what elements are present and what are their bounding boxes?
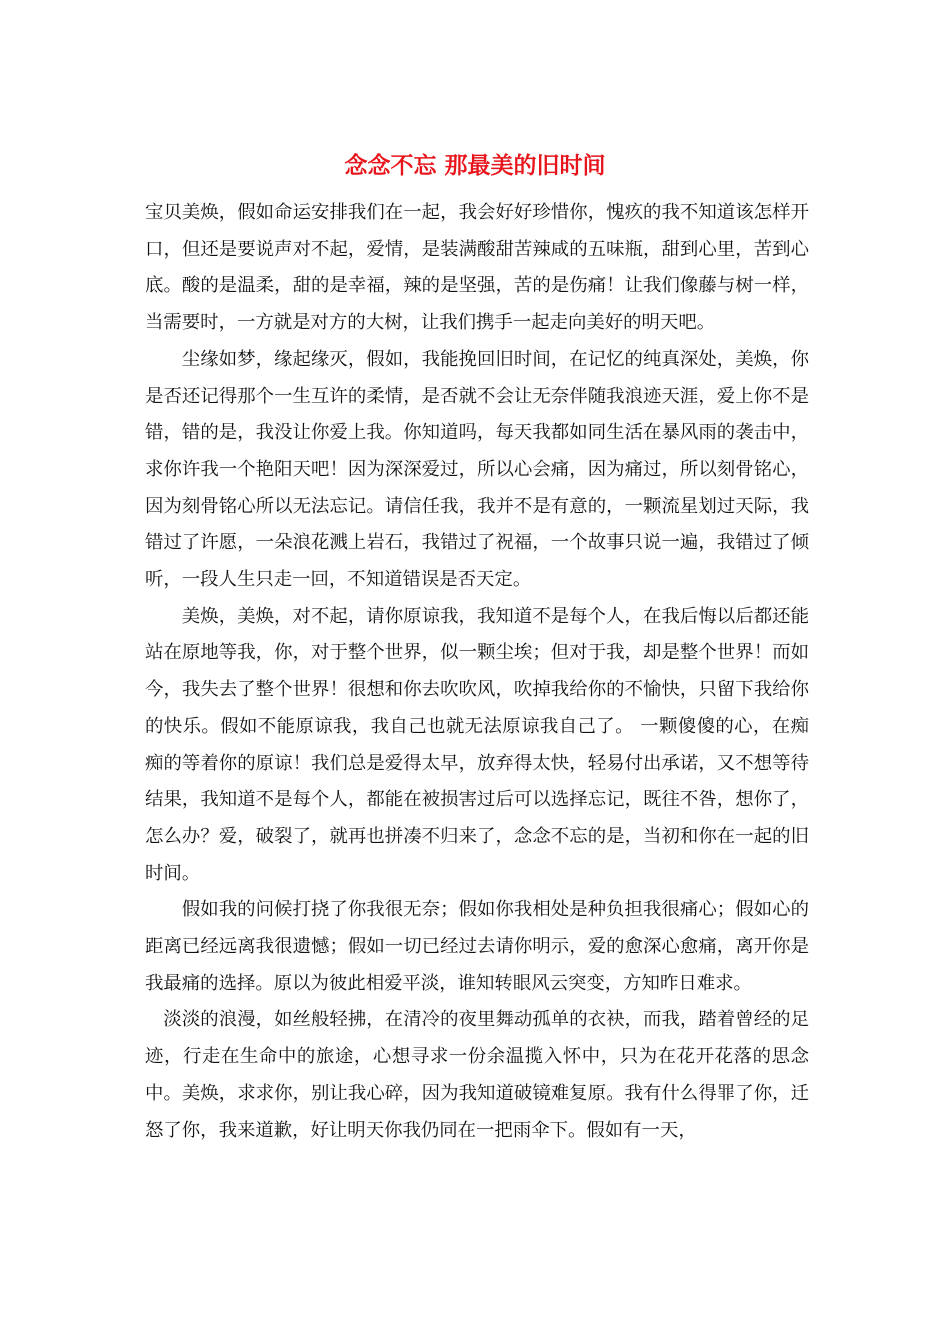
- paragraph-1: 宝贝美焕，假如命运安排我们在一起，我会好好珍惜你，愧疚的我不知道该怎样开口，但还是要说声对不起，爱情，是装满酸甜苦辣咸的五味瓶，甜到心里，苦到心底。酸的是温柔，甜的是幸福，辣的是坚强，苦的是伤痛！让我们像藤与树一样，当需要时，一方就是对方的大树，让我们携手一起走向美好的明天吧。: [145, 202, 809, 334]
- document-body: [145, 195, 809, 1149]
- paragraph-3: 美焕，美焕，对不起，请你原谅我，我知道不是每个人，在我后悔以后都还能站在原地等我，你，对于整个世界，似一颗尘埃；但对于我，却是整个世界！而如今，我失去了整个世界！很想和你去吹吹风，吹掉我给你的不愉快，只留下我给你的快乐。假如不能原谅我，我自己也就无法原谅我自己了。 一颗傻傻的心，在痴痴的等着你的原谅！我们总是爱得太早，放弃得太快，轻易付出承诺，又不想等待结果，我知道不是每个人，都能在被损害过后可以选择忘记，既往不咎，想你了，怎么办？爱，破裂了，就再也拼凑不归来了，念念不忘的是，当初和你在一起的旧时间。: [145, 605, 809, 884]
- paragraph-5: 淡淡的浪漫，如丝般轻拂，在清冷的夜里舞动孤单的衣袂，而我，踏着曾经的足迹，行走在生命中的旅途，心想寻求一份余温揽入怀中，只为在花开花落的思念中。美焕，求求你，别让我心碎，因为我知道破镜难复原。我有什么得罪了你，迁怒了你，我来道歉，好让明天你我仍同在一把雨伞下。假如有一天，: [145, 1009, 809, 1141]
- paragraph-2: 尘缘如梦，缘起缘灭，假如，我能挽回旧时间，在记忆的纯真深处，美焕，你是否还记得那个一生互许的柔情，是否就不会让无奈伴随我浪迹天涯，爱上你不是错，错的是，我没让你爱上我。你知道吗，每天我都如同生活在暴风雨的袭击中，求你许我一个艳阳天吧！因为深深爱过，所以心会痛，因为痛过，所以刻骨铭心，因为刻骨铭心所以无法忘记。请信任我，我并不是有意的，一颗流星划过天际，我错过了许愿，一朵浪花溅上岩石，我错过了祝福，一个故事只说一遍，我错过了倾听，一段人生只走一回，不知道错误是否天定。: [145, 348, 809, 591]
- document-title: 念念不忘 那最美的旧时间: [344, 153, 606, 179]
- paragraph-4: 假如我的问候打挠了你我很无奈；假如你我相处是种负担我很痛心；假如心的距离已经远离我很遗憾；假如一切已经过去请你明示，爱的愈深心愈痛，离开你是我最痛的选择。原以为彼此相爱平淡，谁知转眼风云突变，方知昨日难求。: [145, 899, 809, 994]
